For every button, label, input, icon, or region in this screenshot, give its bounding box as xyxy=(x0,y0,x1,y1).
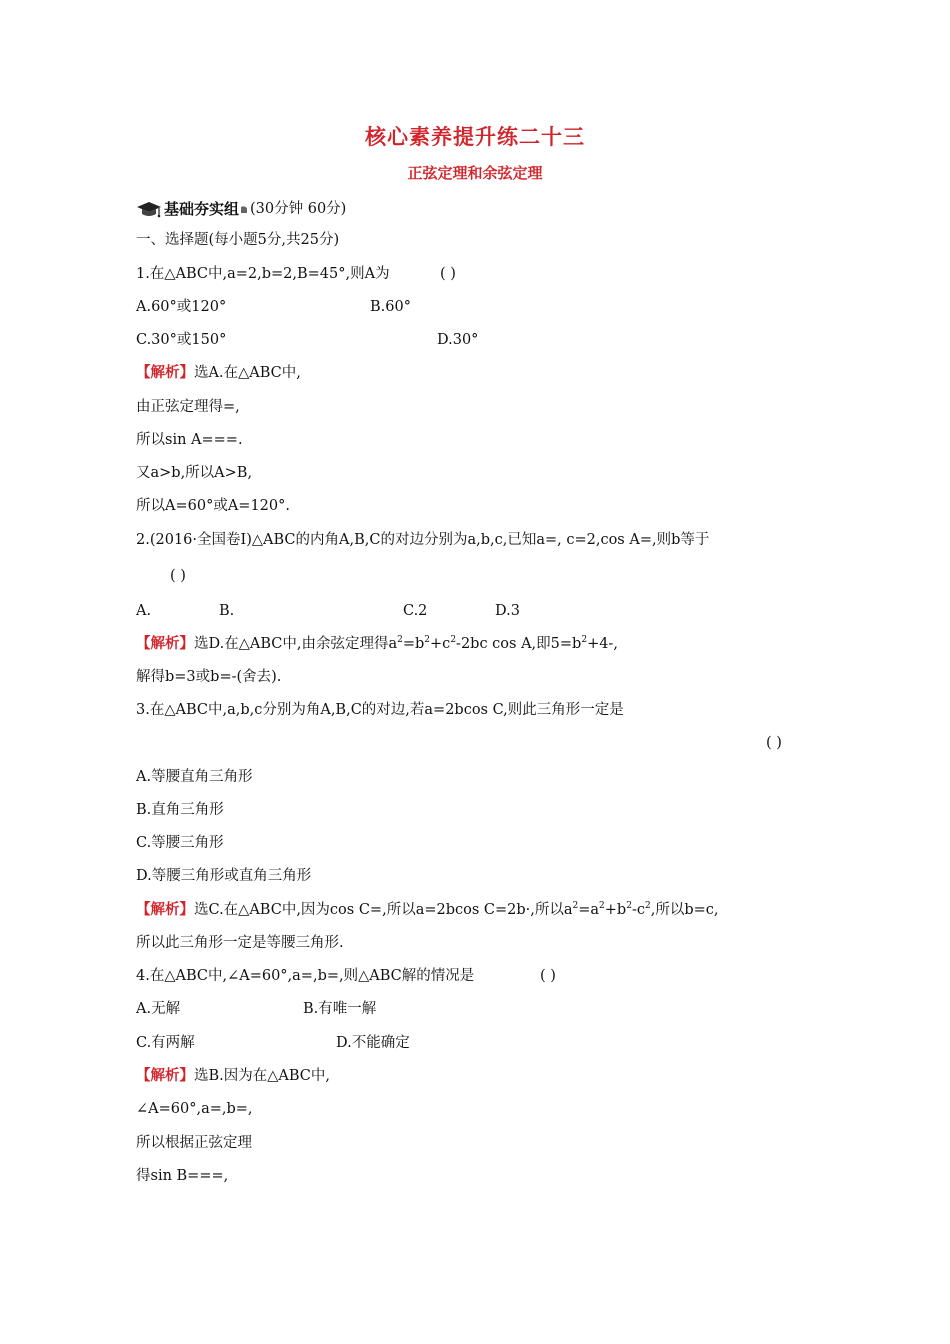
q1-option-a: A.60°或120° xyxy=(136,299,227,315)
section-title: 基础夯实组 xyxy=(164,200,240,218)
pointer-icon xyxy=(240,204,248,214)
q1-option-b: B.60° xyxy=(370,299,411,315)
q2-option-a: A. xyxy=(136,603,152,619)
q3-option-c: C.等腰三角形 xyxy=(136,835,224,851)
q4-option-d: D.不能确定 xyxy=(336,1035,410,1051)
q3-solution-text: 选C.在△ABC中,因为cos C=,所以a=2bcos C=2b·,所以a xyxy=(194,902,573,918)
q4-solution-line-1 xyxy=(136,1066,330,1086)
superscript: 2 xyxy=(581,635,588,646)
solution-tag: 【解析】 xyxy=(136,901,194,918)
q2-solution-line-2: 解得b=3或b=-(舍去). xyxy=(136,669,282,685)
q1-solution-line-4: 又a>b,所以A>B, xyxy=(136,465,253,481)
q4-option-c: C.有两解 xyxy=(136,1035,195,1051)
question-2-options xyxy=(136,601,520,621)
q4-option-a: A.无解 xyxy=(136,1001,181,1017)
q2-solution-text: 选D.在△ABC中,由余弦定理得a xyxy=(194,636,398,652)
question-4-options-row-2 xyxy=(136,1033,410,1053)
question-1-stem xyxy=(136,264,456,284)
q3-option-a: A.等腰直角三角形 xyxy=(136,769,253,785)
superscript: 2 xyxy=(572,901,579,912)
q1-solution-line-3: 所以sin A===. xyxy=(136,432,243,448)
question-4-stem xyxy=(136,966,556,986)
q4-solution-text-1: 选B.因为在△ABC中, xyxy=(194,1068,331,1084)
q2-solution-text: -2bc cos A,即5=b xyxy=(456,636,582,652)
q3-solution-text: -c xyxy=(631,902,645,918)
q3-solution-text: =a xyxy=(578,902,600,918)
solution-tag: 【解析】 xyxy=(136,364,194,381)
q2-solution-line-1 xyxy=(136,634,618,654)
question-2-answer-blank: ( ) xyxy=(170,568,186,584)
page-subtitle: 正弦定理和余弦定理 xyxy=(407,164,543,182)
question-4-options-row-1 xyxy=(136,999,377,1019)
q4-option-b: B.有唯一解 xyxy=(303,1001,377,1017)
question-3-answer-blank: ( ) xyxy=(766,735,782,751)
q2-option-b: B. xyxy=(219,603,235,619)
q3-solution-line-1 xyxy=(136,900,719,920)
q1-solution-line-2: 由正弦定理得=, xyxy=(136,399,240,415)
graduation-cap-icon xyxy=(136,199,162,219)
question-4-answer-blank: ( ) xyxy=(540,968,556,984)
q2-solution-text: +c xyxy=(430,636,451,652)
q1-option-d: D.30° xyxy=(437,332,479,348)
superscript: 2 xyxy=(450,635,457,646)
q3-solution-line-2: 所以此三角形一定是等腰三角形. xyxy=(136,935,344,951)
part-heading: 一、选择题(每小题5分,共25分) xyxy=(136,232,340,248)
q2-option-c: C.2 xyxy=(403,603,428,619)
q3-solution-text: +b xyxy=(604,902,627,918)
question-1-text: 1.在△ABC中,a=2,b=2,B=45°,则A为 xyxy=(136,266,390,282)
q2-option-d: D.3 xyxy=(495,603,520,619)
q1-solution-line-5: 所以A=60°或A=120°. xyxy=(136,498,290,514)
q4-solution-line-2: ∠A=60°,a=,b=, xyxy=(136,1101,253,1117)
q4-solution-line-3: 所以根据正弦定理 xyxy=(136,1135,252,1151)
solution-tag: 【解析】 xyxy=(136,1067,194,1084)
q2-solution-text: +4-, xyxy=(587,636,618,652)
section-time: (30分钟 60分) xyxy=(250,201,347,217)
q3-option-d: D.等腰三角形或直角三角形 xyxy=(136,868,312,884)
page-title: 核心素养提升练二十三 xyxy=(365,125,585,149)
q1-solution-line-1 xyxy=(136,363,301,383)
question-3-stem: 3.在△ABC中,a,b,c分别为角A,B,C的对边,若a=2bcos C,则此三角形一定是 xyxy=(136,702,624,718)
superscript: 2 xyxy=(424,635,431,646)
section-header xyxy=(136,199,346,219)
q4-solution-line-4: 得sin B===, xyxy=(136,1168,229,1184)
question-1-options-row-1 xyxy=(136,297,411,317)
superscript: 2 xyxy=(397,635,403,646)
question-4-text: 4.在△ABC中,∠A=60°,a=,b=,则△ABC解的情况是 xyxy=(136,968,475,984)
q3-option-b: B.直角三角形 xyxy=(136,802,224,818)
q3-solution-text: ,所以b=c, xyxy=(650,902,719,918)
question-1-answer-blank: ( ) xyxy=(440,266,456,282)
q1-option-c: C.30°或150° xyxy=(136,332,227,348)
question-1-options-row-2 xyxy=(136,330,479,350)
superscript: 2 xyxy=(599,901,605,912)
question-2-stem: 2.(2016·全国卷Ⅰ)△ABC的内角A,B,C的对边分别为a,b,c,已知a=, c=2,cos A=,则b等于 xyxy=(136,532,710,548)
solution-tag: 【解析】 xyxy=(136,635,194,652)
superscript: 2 xyxy=(626,901,632,912)
q2-solution-text: =b xyxy=(402,636,425,652)
superscript: 2 xyxy=(644,901,651,912)
q1-solution-text-1: 选A.在△ABC中, xyxy=(194,365,301,381)
